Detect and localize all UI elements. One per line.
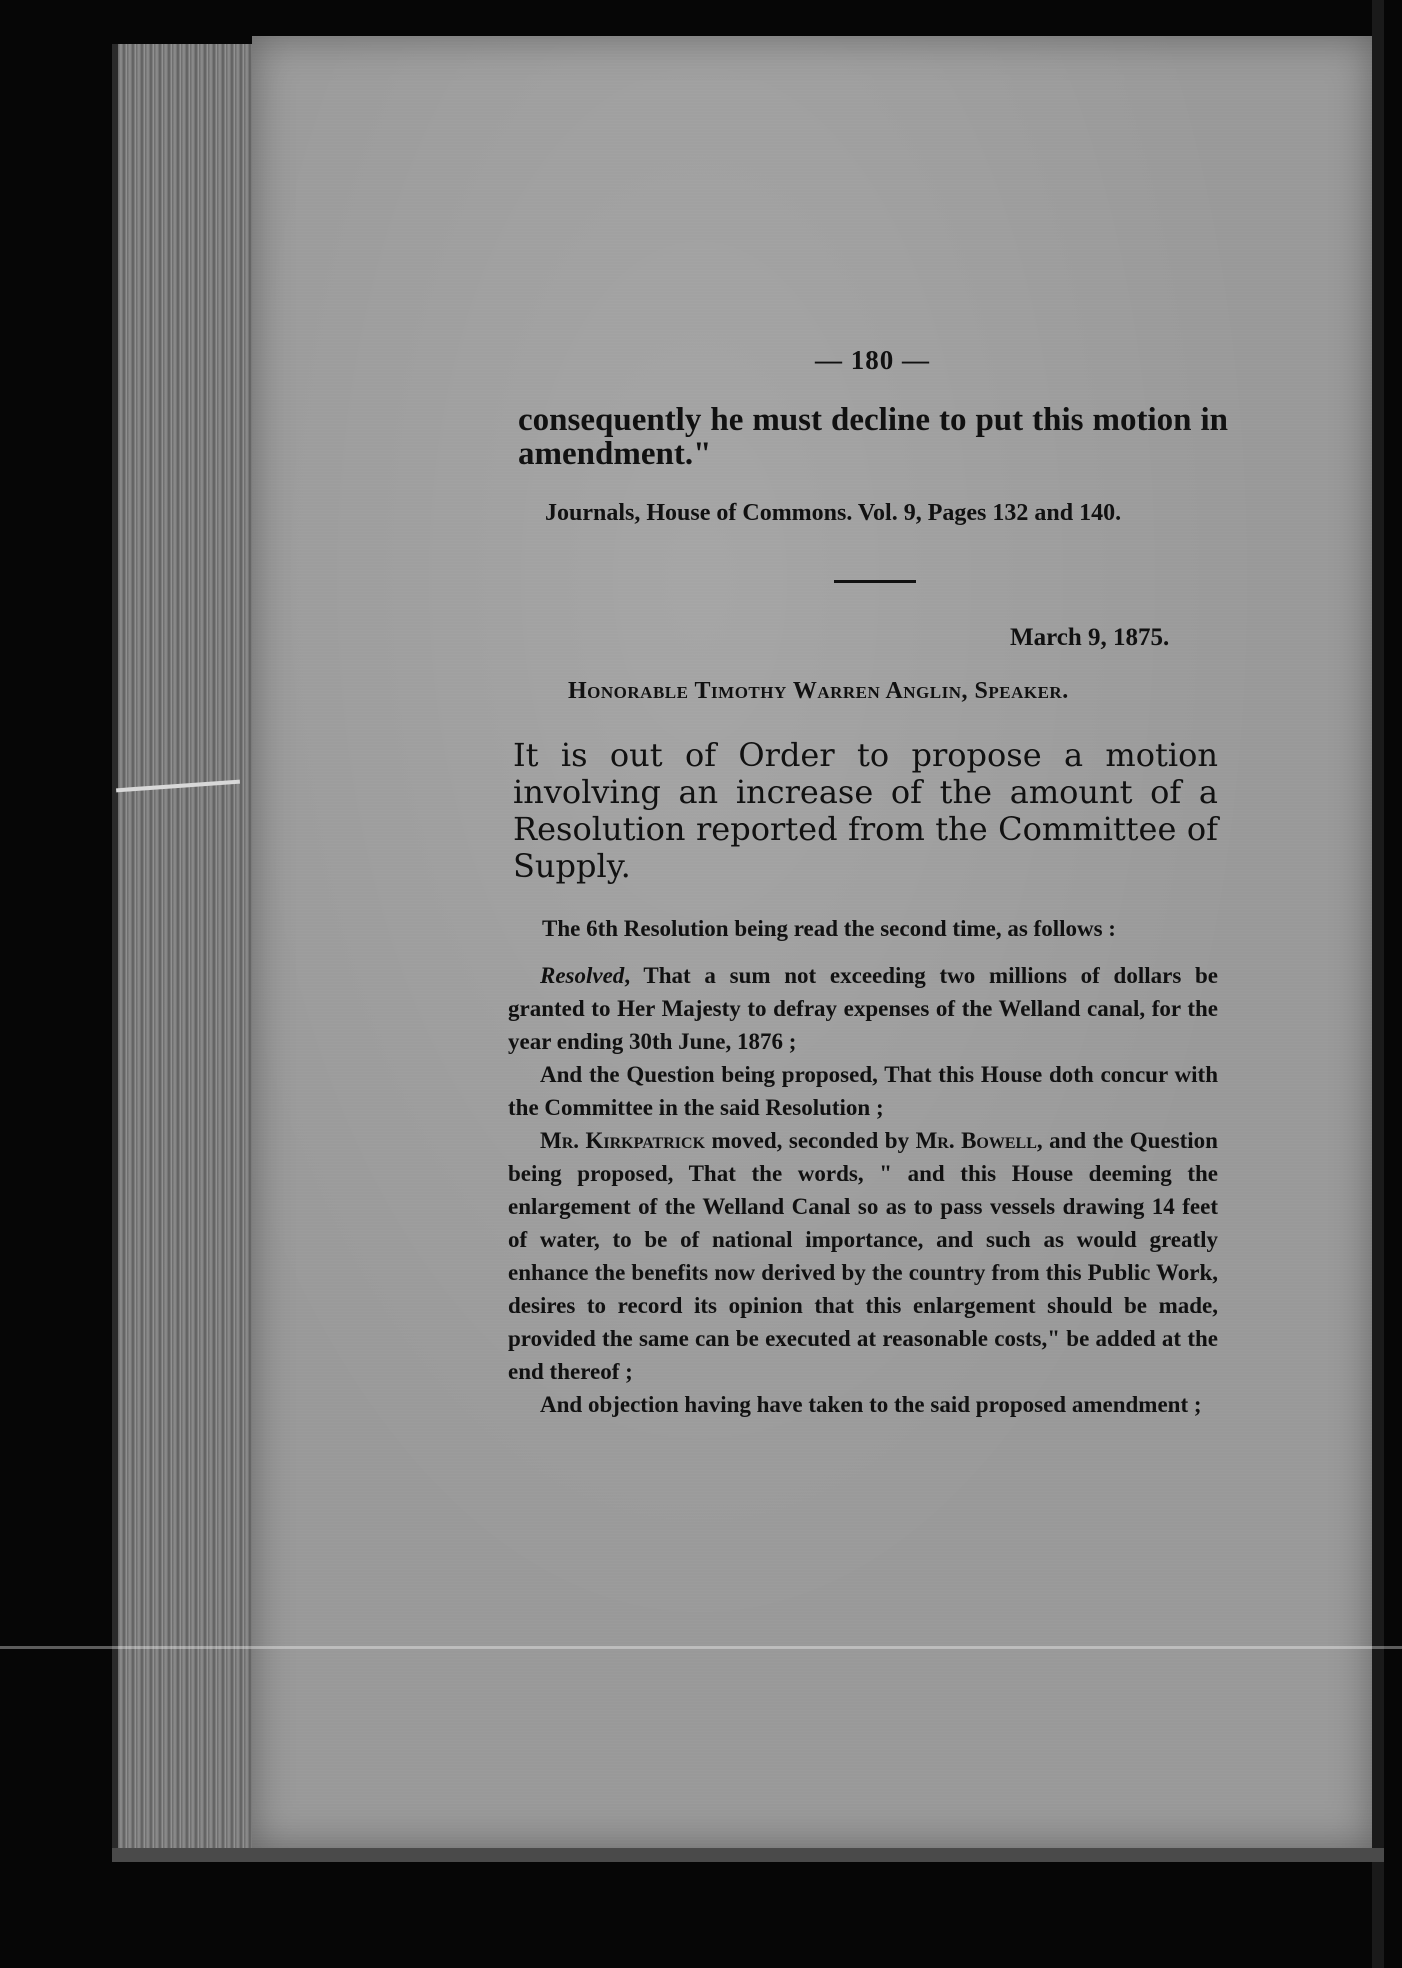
- ruling-date: March 9, 1875.: [1010, 624, 1170, 651]
- scan-artifact-line: [0, 1646, 1402, 1649]
- page-bottom-edge: [112, 1848, 1384, 1862]
- section-divider: [834, 580, 916, 583]
- page-number: — 180 —: [815, 345, 930, 375]
- resolved-text: , That a sum not exceeding two millions of dollars be granted to Her Majesty to defray expenses of the Welland canal, for the year ending 30th June, 1876 ;: [508, 963, 1218, 1054]
- stacked-page-edges: [112, 44, 266, 1862]
- body-paragraph-1: The 6th Resolution being read the second time, as follows :: [542, 916, 1116, 941]
- mover-name: Mr. Kirkpatrick: [540, 1128, 706, 1153]
- body-paragraph-3: And the Question being proposed, That this House doth concur with the Committee in the said Resolution ;: [508, 1062, 1218, 1120]
- binding-edge: [1372, 0, 1384, 1968]
- motion-text: and the Question being proposed, That the words, " and this House deeming the enlargement of the Welland Canal so as to pass vessels drawing 14 feet of water, to be of national importance, and such as would greatly enhance the benefits now derived by the country from this Public Work, desires to record its opinion that this enlargement should be made, provided the same can be executed at reasonable costs," be added at the end thereof ;: [508, 1128, 1218, 1384]
- resolved-lead: Resolved: [540, 963, 625, 988]
- body-paragraph-5: And objection having have taken to the said proposed amendment ;: [540, 1392, 1202, 1417]
- proceedings-body: [508, 912, 1218, 1421]
- speaker-name: Honorable Timothy Warren Anglin, Speaker.: [568, 678, 1069, 704]
- heading-continuation: consequently he must decline to put this motion in amendment.": [518, 402, 1228, 472]
- seconder-name: Mr. Bowell,: [915, 1128, 1043, 1153]
- body-paragraph-2: [508, 959, 1218, 1058]
- ruling-summary: It is out of Order to propose a motion involving an increase of the amount of a Resolution reported from the Committee of Supply.: [513, 736, 1218, 885]
- body-paragraph-4: [508, 1124, 1218, 1388]
- journal-citation: Journals, House of Commons. Vol. 9, Pages 132 and 140.: [545, 500, 1122, 526]
- motion-connector: moved, seconded by: [705, 1128, 916, 1153]
